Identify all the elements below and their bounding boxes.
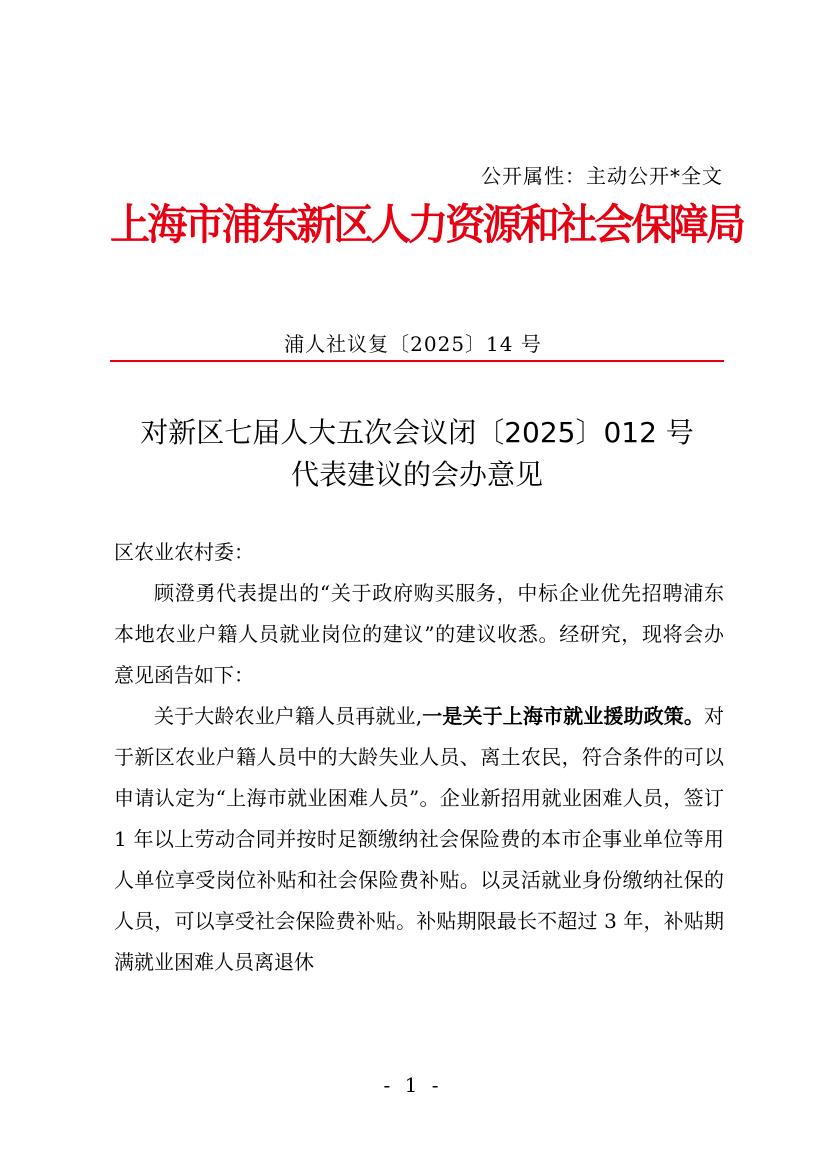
title-line-2: 代表建议的会办意见: [290, 458, 543, 491]
paragraph-2-bold-heading: 一是关于上海市就业援助政策。: [422, 704, 705, 728]
red-divider: [110, 360, 724, 362]
paragraph-1: 顾澄勇代表提出的“关于政府购买服务，中标企业优先招聘浦东本地农业户籍人员就业岗位的建议”的建议收悉。经研究，现将会办意见函告如下：: [114, 581, 724, 687]
paragraph-2-lead: 关于大龄农业户籍人员再就业,: [154, 704, 423, 728]
document-number: 浦人社议复〔2025〕14 号: [284, 332, 542, 356]
issuing-organization: 上海市浦东新区人力资源和社会保障局: [110, 200, 744, 249]
disclosure-attribute: 公开属性：主动公开*全文: [481, 164, 723, 188]
page-number: - 1 -: [383, 1073, 443, 1097]
paragraph-2-rest: 对于新区农业户籍人员中的大龄失业人员、离土农民，符合条件的可以申请认定为“上海市就业困难人员”。企业新招用就业困难人员，签订 1 年以上劳动合同并按时足额缴纳社会保险费的本市企事业单位等用人单位享受岗位补贴和社会保险费补贴。以灵活就业身份缴纳社保的人员，可以享受社会保险费补贴。补贴期限最长不超过 3 年，补贴期满就业困难人员离退休: [114, 704, 725, 974]
salutation: 区农业农村委：: [114, 540, 254, 564]
paragraph-2: [114, 696, 724, 983]
title-line-1: 对新区七届人大五次会议闭〔2025〕012 号: [140, 416, 694, 449]
document-title: [110, 412, 724, 496]
document-body: [114, 532, 724, 983]
